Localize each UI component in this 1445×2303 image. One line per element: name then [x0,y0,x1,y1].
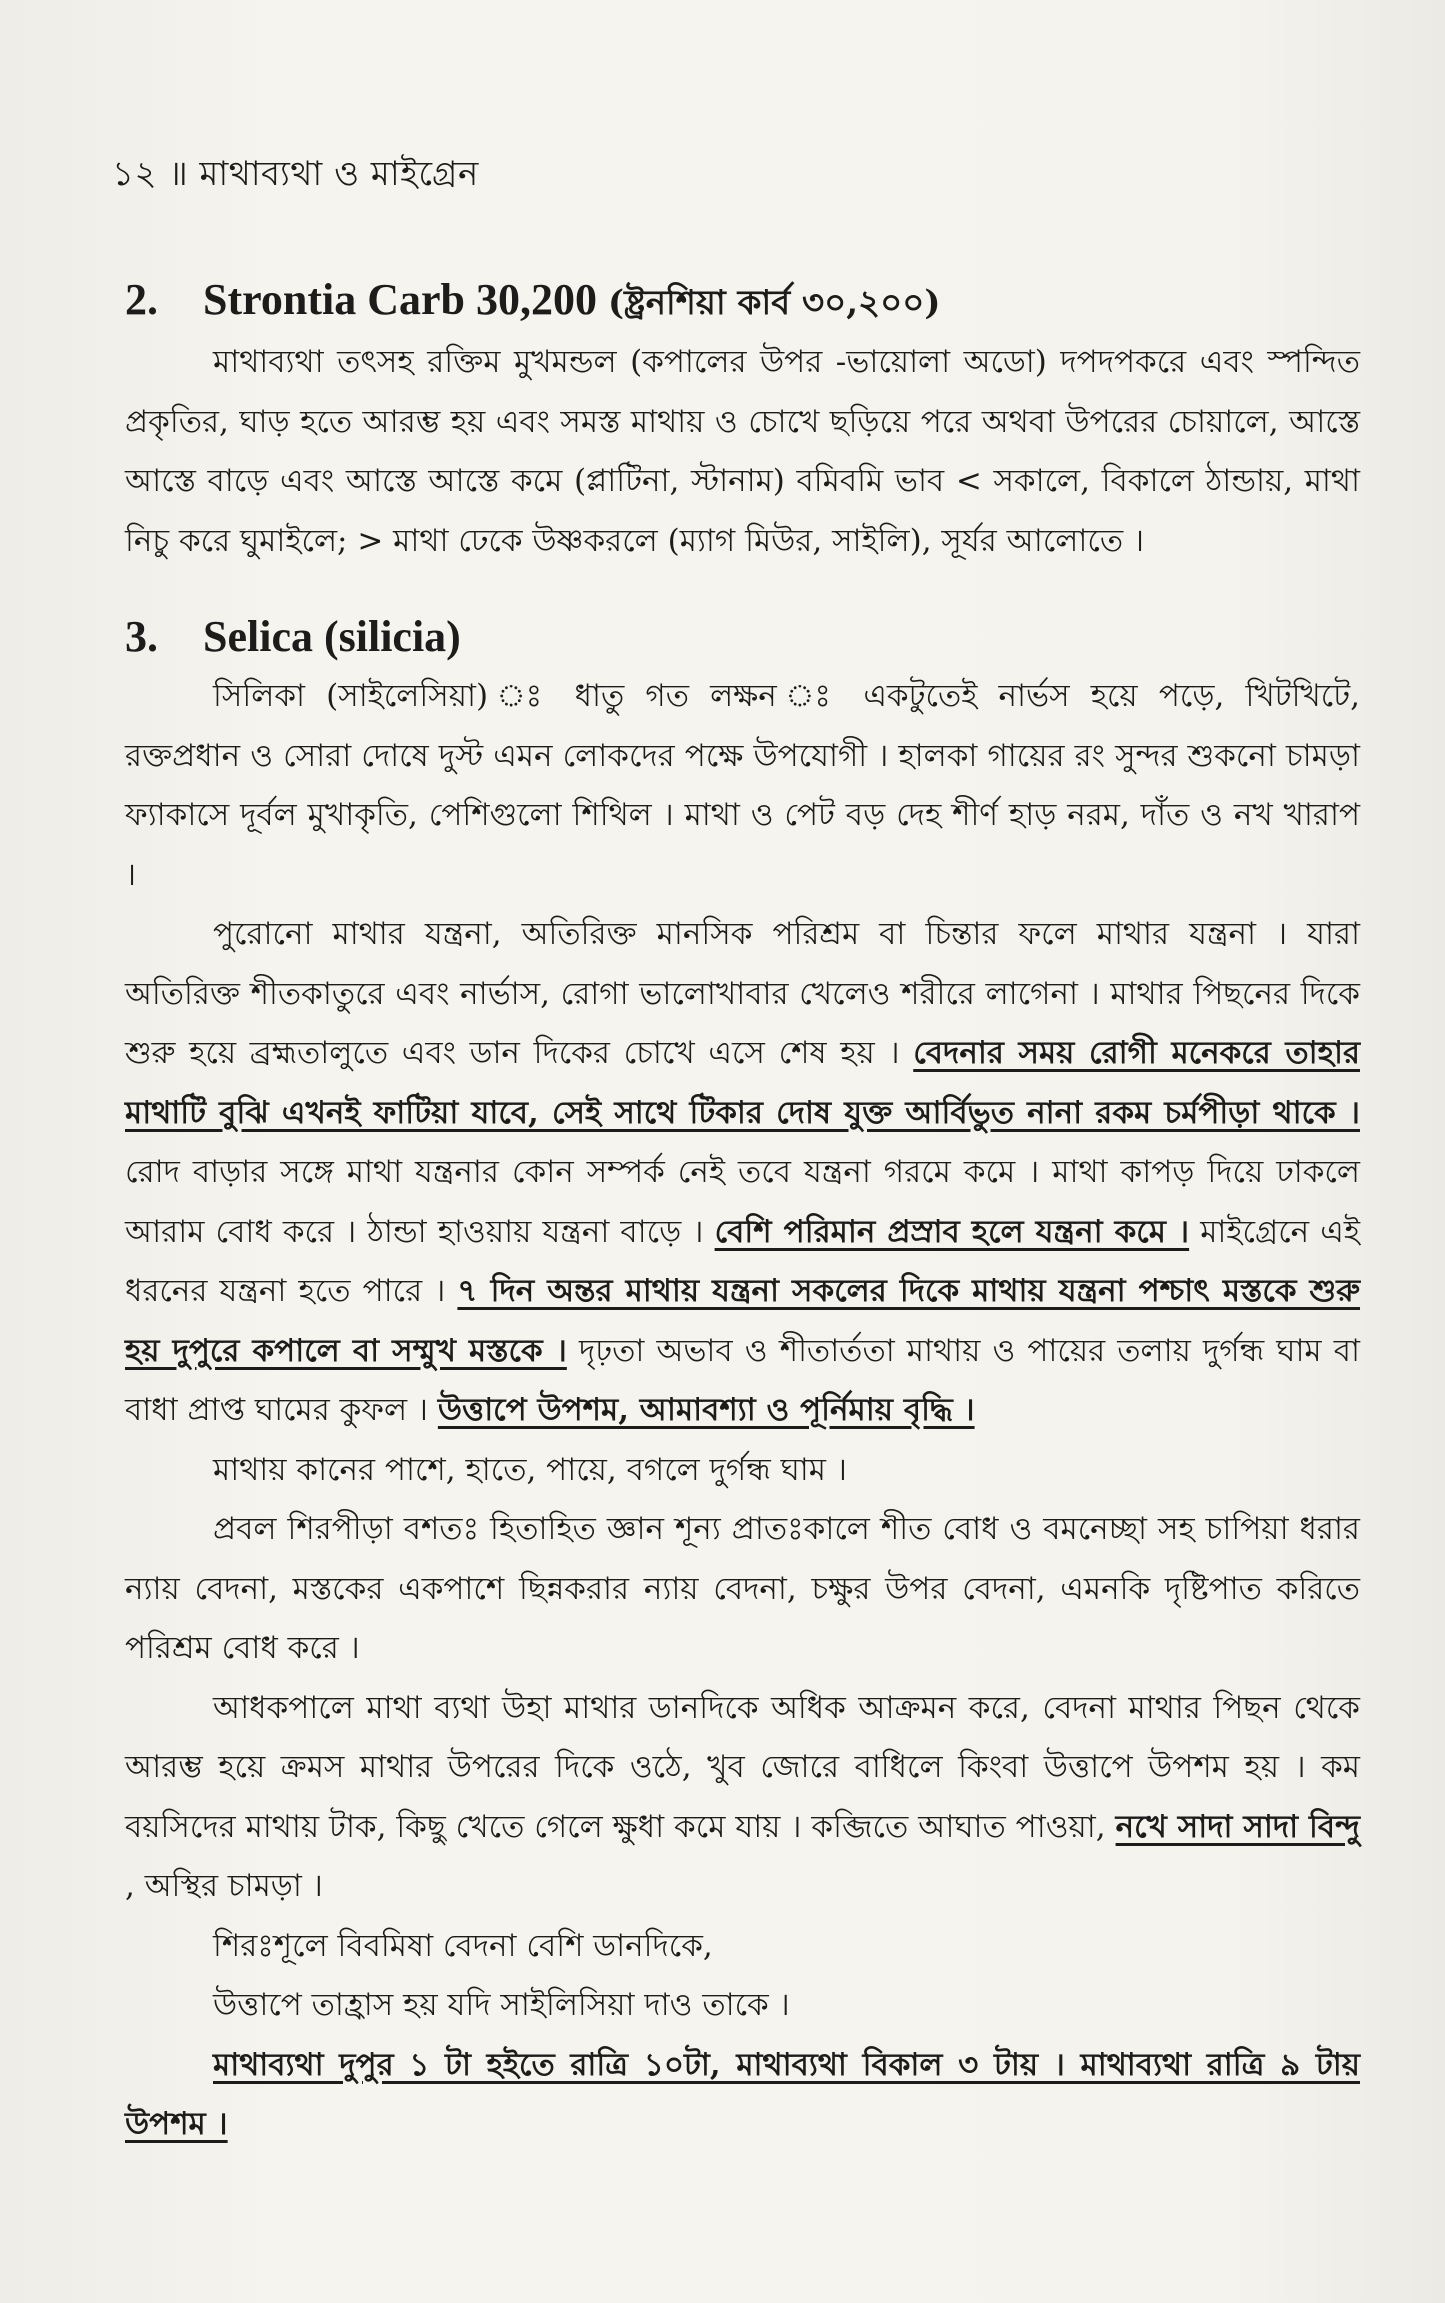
selica-paragraph-severe-pain: প্রবল শিরপীড়া বশতঃ হিতাহিত জ্ঞান শূন্য প্রাতঃকালে শীত বোধ ও বমনেচ্ছা সহ চাপিয়া ধরার ন্যায় বেদনা, মস্তকের একপাশে ছিন্নকরার ন্যায় বেদনা, চক্ষুর উপর বেদনা, এমনকি দৃষ্টিপাত করিতে পরিশ্রম বোধ করে । [125,1511,1360,1666]
underlined-text: উত্তাপে উপশম, আমাবশ্যা ও পূর্নিমায় বৃদ্ধি । [437,1392,975,1428]
section-number: 2. [125,275,158,324]
section-title: Selica (silicia) [203,612,461,661]
selica-paragraph-sweat: মাথায় কানের পাশে, হাতে, পায়ে, বগলে দুর্গন্ধ ঘাম । [213,1451,847,1488]
strontia-paragraph: মাথাব্যথা তৎসহ রক্তিম মুখমন্ডল (কপালের উপর -ভায়োলা অডো) দপদপকরে এবং স্পন্দিত প্রকৃতির, ঘাড় হতে আরম্ভ হয় এবং সমস্ত মাথায় ও চোখে ছড়িয়ে পরে অথবা উপরের চোয়ালে, আস্তে আস্তে বাড়ে এবং আস্তে আস্তে কমে (প্লাটিনা, স্টানাম) বমিবমি ভাব < সকালে, বিকালে ঠান্ডায়, মাথা নিচু করে ঘুমাইলে; > মাথা ঢেকে উষ্ণকরলে (ম্যাগ মিউর, সাইলি), সূর্যর আলোতে । [125,344,1360,559]
underlined-text: ৭ দিন অন্তর মাথায় যন্ত্রনা সকলের দিকে মাথায় যন্ত্রনা পশ্চাৎ মস্তকে শুরু হয় দুপুরে কপালে বা সম্মুখ মস্তকে । [125,1273,1361,1369]
text-run: আধকপালে মাথা ব্যথা উহা মাথার ডানদিকে অধিক আক্রমন করে, বেদনা মাথার পিছন থেকে আরম্ভ হয়ে ক্রমস মাথার উপরের দিকে ওঠে, খুব জোরে বাধিলে কিংবা উত্তাপে উপশম হয় । কম বয়সিদের মাথায় টাক, কিছু খেতে গেলে ক্ষুধা কমে যায় । কব্জিতে আঘাত পাওয়া, [125,1689,1360,1845]
underlined-text: বেশি পরিমান প্রস্রাব হলে যন্ত্রনা কমে । [714,1213,1190,1250]
text-run: মাইগ্রেনে এই ধরনের যন্ত্রনা হতে পারে । [125,1213,1360,1309]
selica-paragraph-headache [125,905,1360,1441]
selica-paragraph-migraine [125,1679,1360,1917]
section-heading-selica [125,607,1360,667]
underlined-text: নখে সাদা সাদা বিন্দু [1115,1808,1360,1845]
section-heading-strontia [125,270,1360,333]
section-title: Strontia Carb 30,200 [203,275,597,324]
text-run: দৃঢ়তা অভাব ও শীতার্ততা মাথায় ও পায়ের তলায় দুর্গন্ধ ঘাম বা বাধা প্রাপ্ত ঘামের কুফল । [125,1332,1361,1428]
text-run: রোদ বাড়ার সঙ্গে মাথা যন্ত্রনার কোন সম্পর্ক নেই তবে যন্ত্রনা গরমে কমে । মাথা কাপড় দিয়ে ঢাকলে আরাম বোধ করে । ঠান্ডা হাওয়ায় যন্ত্রনা বাড়ে । [125,1154,1360,1250]
section-title-bengali: (ষ্ট্রনশিয়া কার্ব ৩০,২০০) [607,283,941,323]
page-content [125,270,1360,2155]
selica-paragraph-timing [125,2036,1360,2155]
text-run: , অস্থির চামড়া । [125,1868,323,1904]
verse-line-2: উত্তাপে তাহ্রাস হয় যদি সাইলিসিয়া দাও তাকে । [213,1987,790,2023]
section-number: 3. [125,612,158,661]
text-run: পুরোনো মাথার যন্ত্রনা, অতিরিক্ত মানসিক পরিশ্রম বা চিন্তার ফলে মাথার যন্ত্রনা । যারা অতিরিক্ত শীতকাতুরে এবং নার্ভাস, রোগা ভালোখাবার খেলেও শরীরে লাগেনা । মাথার পিছনের দিকে শুরু হয়ে ব্রহ্মতালুতে এবং ডান দিকের চোখে এসে শেষ হয় । [125,916,1360,1071]
underlined-text: মাথাব্যথা দুপুর ১ টা হইতে রাত্রি ১০টা, মাথাব্যথা বিকাল ৩ টায় । মাথাব্যথা রাত্রি ৯ টায় উপশম । [125,2046,1360,2142]
selica-paragraph-constitution: সিলিকা (সাইলেসিয়া) ঃ ধাতু গত লক্ষন ঃ একটুতেই নার্ভস হয়ে পড়ে, খিটখিটে, রক্তপ্রধান ও সোরা দোষে দুস্ট এমন লোকদের পক্ষে উপযোগী । হালকা গায়ের রং সুন্দর শুকনো চামড়া ফ্যাকাসে দূর্বল মুখাকৃতি, পেশিগুলো শিথিল । মাথা ও পেট বড় দেহ শীর্ণ হাড় নরম, দাঁত ও নখ খারাপ । [125,678,1360,893]
running-head: ১২ ॥ মাথাব্যথা ও মাইগ্রেন [112,154,479,194]
underlined-text: বেদনার সময় রোগী মনেকরে তাহার মাথাটি বুঝি এখনই ফাটিয়া যাবে, সেই সাথে টিকার দোষ যুক্ত আর্বিভুত নানা রকম চর্মপীড়া থাকে । [125,1035,1360,1131]
verse-line-1: শিরঃশূলে বিবমিষা বেদনা বেশি ডানদিকে, [213,1927,713,1964]
